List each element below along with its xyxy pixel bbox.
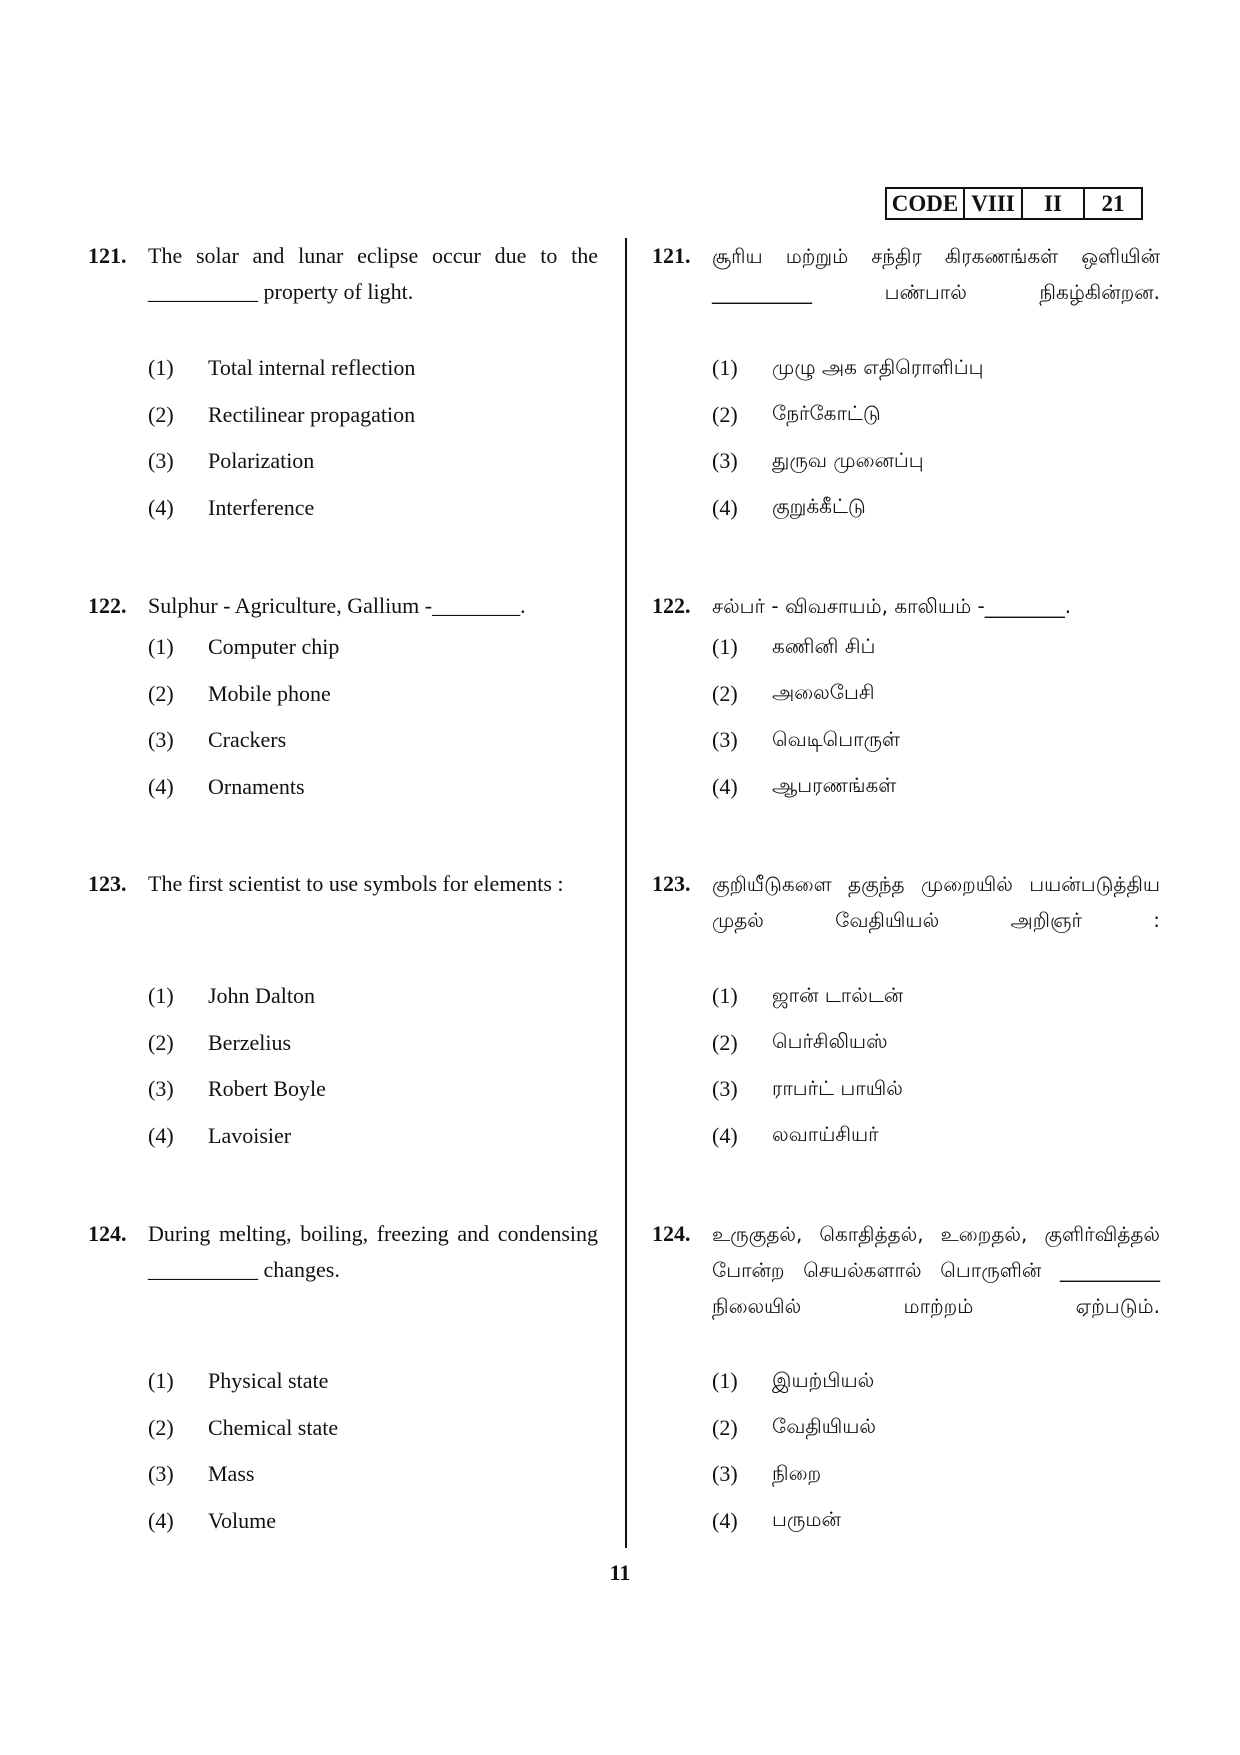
option-3: (3) ராபர்ட் பாயில்: [712, 1075, 903, 1102]
question-122-en: [88, 588, 598, 810]
options-list: [148, 973, 598, 1159]
option-2: (2) Mobile phone: [148, 680, 331, 706]
question-stem: Sulphur - Agriculture, Gallium -________.: [148, 593, 526, 618]
question-stem: The first scientist to use symbols for elements :: [148, 871, 564, 896]
code-box: [885, 187, 1143, 220]
option-3: (3) வெடிபொருள்: [712, 726, 901, 753]
option-1: (1) Total internal reflection: [148, 355, 416, 381]
paper-code: II: [1023, 189, 1085, 218]
option-1: (1) John Dalton: [148, 983, 315, 1009]
option-3: (3) நிறை: [712, 1460, 822, 1487]
options-list: [148, 624, 598, 810]
options-list: [148, 345, 598, 531]
options-list: [148, 1358, 598, 1544]
option-1: (1) Physical state: [148, 1368, 329, 1394]
option-2: (2) நேர்கோட்டு: [712, 401, 881, 427]
question-number: 121.: [88, 243, 127, 268]
page-number: 11: [609, 1560, 631, 1585]
question-stem: The solar and lunar eclipse occur due to the __________ property of light.: [148, 243, 598, 304]
option-1: (1) ஜான் டால்டன்: [712, 982, 904, 1009]
question-121-en: [88, 238, 598, 531]
option-4: (4) Volume: [148, 1507, 277, 1533]
option-2: (2) Chemical state: [148, 1414, 339, 1440]
question-124-ta: [652, 1216, 1160, 1544]
options-list: [712, 345, 1160, 531]
question-stem: சூரிய மற்றும் சந்திர கிரகணங்கள் ஒளியின் __________ பண்பால் நிகழ்கின்றன.: [712, 244, 1160, 304]
code-label: CODE: [887, 189, 965, 218]
column-divider: [625, 238, 627, 1548]
option-4: (4) ஆபரணங்கள்: [712, 773, 897, 799]
option-4: (4) Lavoisier: [148, 1122, 292, 1148]
option-2: (2) Berzelius: [148, 1029, 292, 1055]
option-1: (1) இயற்பியல்: [712, 1367, 875, 1394]
question-124-en: [88, 1216, 598, 1544]
option-1: (1) Computer chip: [148, 634, 340, 660]
question-number: 122.: [88, 593, 127, 618]
question-stem: குறியீடுகளை தகுந்த முறையில் பயன்படுத்திய முதல் வேதியியல் அறிஞர் :: [712, 872, 1160, 932]
question-121-ta: [652, 238, 1160, 531]
question-123-en: [88, 866, 598, 1159]
option-3: (3) Mass: [148, 1461, 255, 1487]
option-4: (4) Interference: [148, 494, 315, 520]
option-3: (3) Crackers: [148, 727, 287, 753]
option-2: (2) பெர்சிலியஸ்: [712, 1029, 888, 1055]
question-stem: During melting, boiling, freezing and condensing __________ changes.: [148, 1221, 598, 1282]
question-number: 123.: [652, 871, 691, 896]
question-stem: உருகுதல், கொதித்தல், உறைதல், குளிர்வித்தல் போன்ற செயல்களால் பொருளின் __________ நிலையில் மாற்றம் ஏற்படும்.: [712, 1222, 1160, 1318]
question-number: 122.: [652, 593, 691, 618]
option-2: (2) அலைபேசி: [712, 680, 875, 706]
option-4: (4) குறுக்கீட்டு: [712, 494, 866, 520]
option-3: (3) Polarization: [148, 448, 315, 474]
question-number: 121.: [652, 243, 691, 268]
options-list: [712, 1358, 1160, 1544]
option-2: (2) வேதியியல்: [712, 1414, 877, 1440]
class-code: VIII: [965, 189, 1023, 218]
question-number: 124.: [652, 1221, 691, 1246]
option-3: (3) Robert Boyle: [148, 1076, 326, 1102]
option-4: (4) Ornaments: [148, 773, 305, 799]
question-122-ta: [652, 588, 1160, 810]
options-list: [712, 973, 1160, 1159]
question-number: 123.: [88, 871, 127, 896]
set-code: 21: [1101, 190, 1125, 216]
question-123-ta: [652, 866, 1160, 1159]
question-stem: சல்பர் - விவசாயம், காலியம் -________.: [712, 594, 1072, 618]
question-number: 124.: [88, 1221, 127, 1246]
options-list: [712, 624, 1160, 810]
option-4: (4) லவாய்சியர்: [712, 1122, 879, 1148]
option-4: (4) பருமன்: [712, 1507, 841, 1533]
option-2: (2) Rectilinear propagation: [148, 401, 416, 427]
option-3: (3) துருவ முனைப்பு: [712, 447, 924, 474]
option-1: (1) கணினி சிப்: [712, 633, 876, 660]
option-1: (1) முழு அக எதிரொளிப்பு: [712, 354, 984, 381]
